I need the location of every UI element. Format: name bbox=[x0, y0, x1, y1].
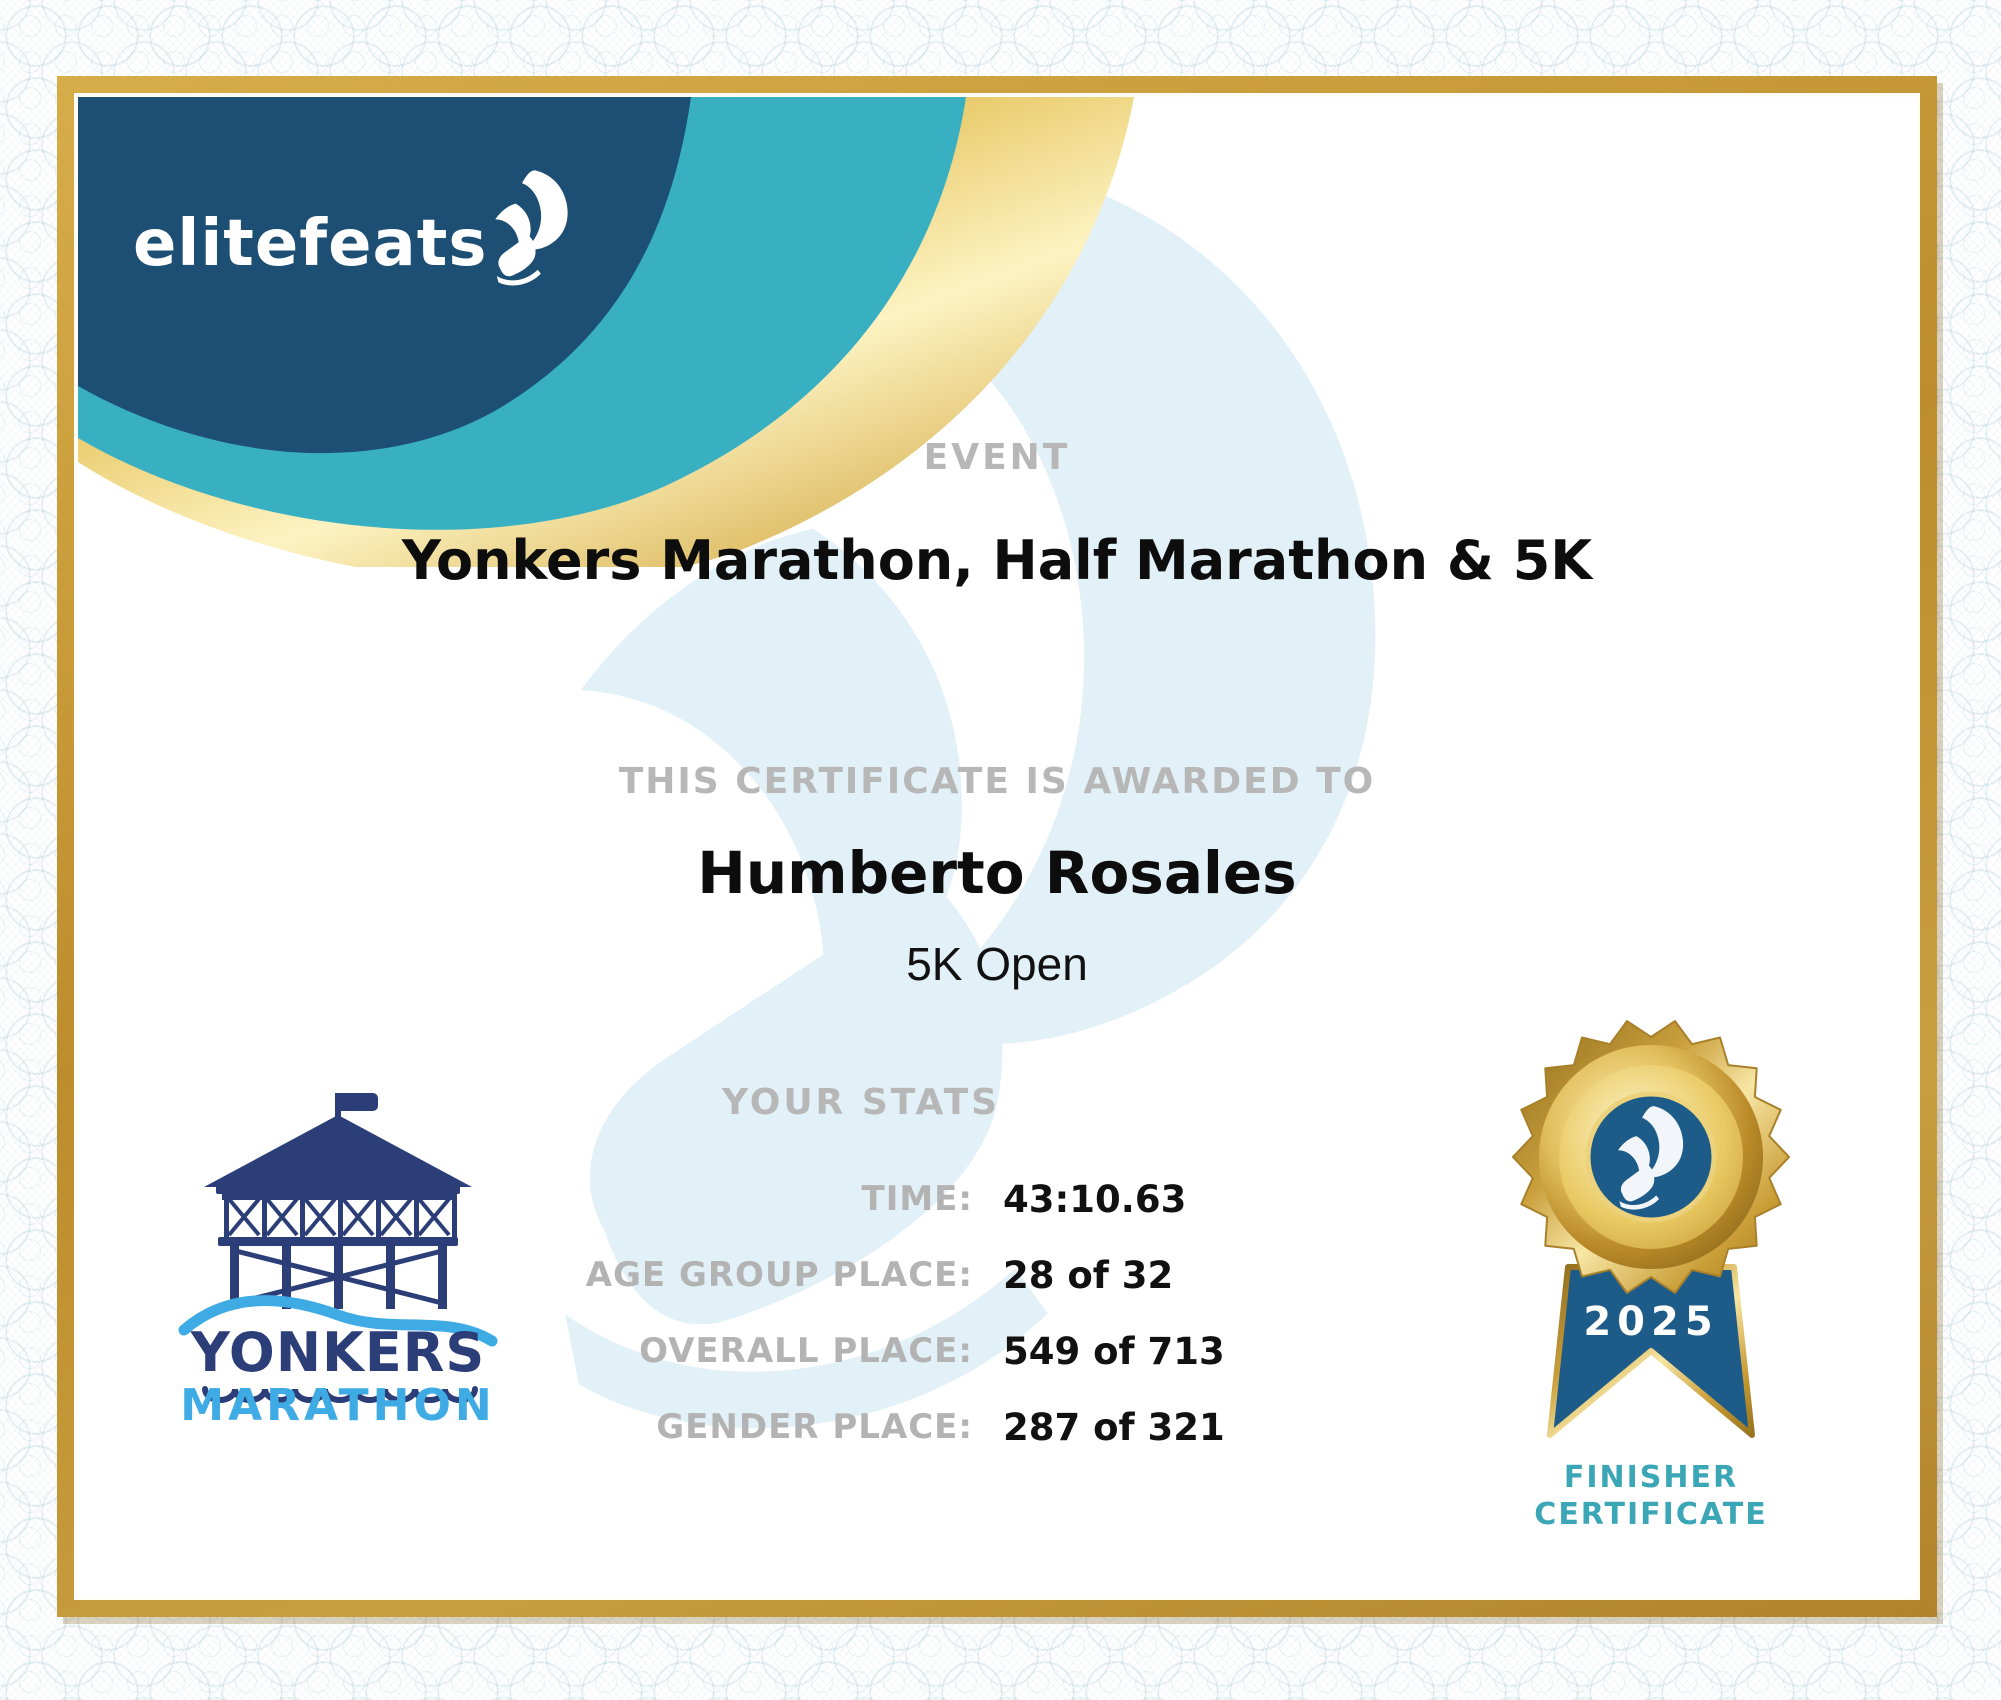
stat-label: AGE GROUP PLACE: bbox=[585, 1255, 973, 1295]
winged-foot-icon bbox=[491, 169, 575, 287]
finisher-caption bbox=[1466, 1459, 1836, 1533]
stat-value: 43:10.63 bbox=[1003, 1177, 1187, 1221]
frame-liner bbox=[74, 93, 1920, 1600]
finisher-caption-line2: CERTIFICATE bbox=[1534, 1497, 1768, 1532]
stat-value: 28 of 32 bbox=[1003, 1253, 1174, 1297]
certificate-body bbox=[78, 97, 1916, 1596]
header-swoosh-graphic bbox=[78, 97, 1238, 567]
finisher-medal bbox=[1486, 1017, 1816, 1447]
stat-label: OVERALL PLACE: bbox=[639, 1331, 973, 1371]
division-name: 5K Open bbox=[906, 938, 1088, 990]
recipient-name: Humberto Rosales bbox=[697, 839, 1297, 907]
event-title: Yonkers Marathon, Half Marathon & 5K bbox=[401, 529, 1593, 592]
yonkers-marathon-logo bbox=[178, 1087, 498, 1423]
gold-frame bbox=[57, 76, 1937, 1617]
stats-heading: YOUR STATS bbox=[721, 1082, 1001, 1123]
finisher-caption-line1: FINISHER bbox=[1563, 1460, 1739, 1495]
pier-gazebo-icon bbox=[204, 1093, 472, 1309]
stat-label: TIME: bbox=[861, 1179, 973, 1219]
stat-label: GENDER PLACE: bbox=[656, 1407, 973, 1447]
medal-year: 2025 bbox=[1583, 1299, 1719, 1345]
medal-ribbon bbox=[1550, 1267, 1752, 1435]
awarded-to-label: THIS CERTIFICATE IS AWARDED TO bbox=[618, 761, 1376, 802]
brand-logo bbox=[133, 185, 575, 303]
race-logo-subtitle: MARATHON bbox=[180, 1380, 496, 1423]
stat-value: 287 of 321 bbox=[1003, 1405, 1225, 1449]
race-logo-title: YONKERS bbox=[190, 1321, 486, 1384]
event-label: EVENT bbox=[923, 437, 1071, 478]
brand-logo-text: elitefeats bbox=[133, 207, 488, 281]
stat-value: 549 of 713 bbox=[1003, 1329, 1225, 1373]
